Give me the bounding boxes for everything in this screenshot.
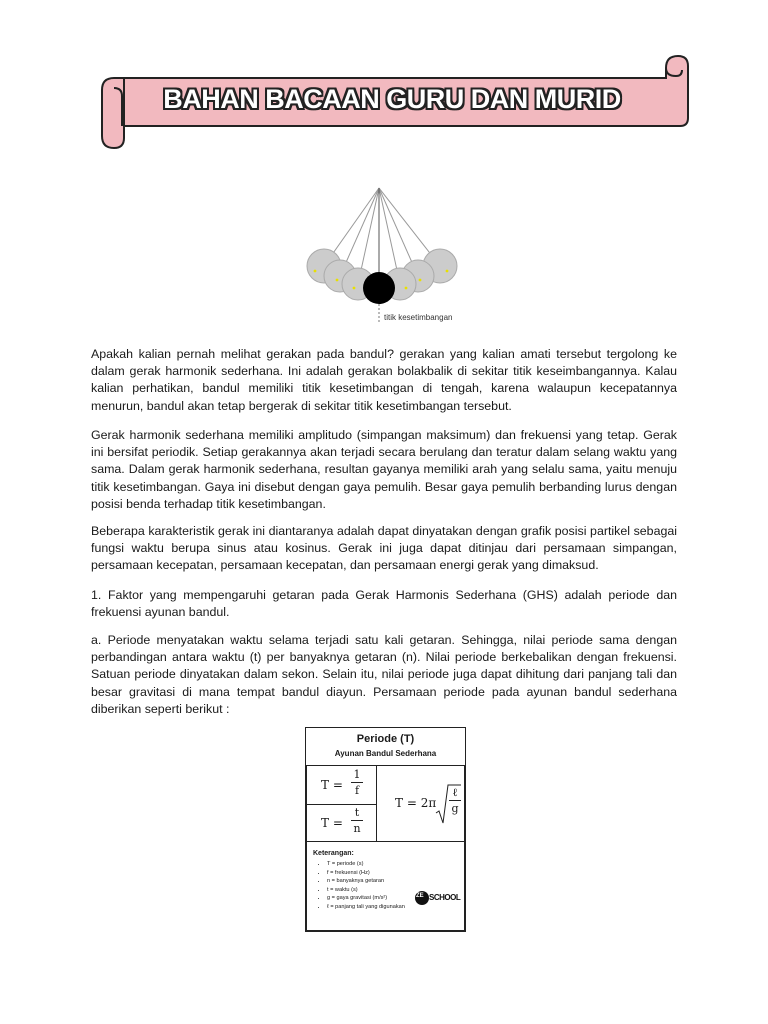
- formula-2-denominator: n: [353, 822, 361, 835]
- keterangan-item: • f = frekuensi (Hz): [327, 869, 405, 878]
- formula-card-subtitle: Ayunan Bandul Sederhana: [334, 749, 437, 758]
- keterangan-item: • n = banyaknya getaran: [327, 877, 405, 886]
- equilibrium-caption: titik kesetimbangan: [384, 313, 453, 322]
- formula-card-title: Periode (T): [356, 733, 415, 745]
- paragraph-4: 1. Faktor yang mempengaruhi getaran pada Gerak Harmonis Sederhana (GHS) adalah periode dan frekuensi ayunan bandul.: [91, 588, 677, 620]
- formula-3-denominator: g: [451, 802, 459, 815]
- keterangan-panel: [306, 841, 465, 931]
- formula-period-frequency: T = 1 f: [306, 765, 377, 805]
- paragraph-5: a. Periode menyatakan waktu selama terjadi satu kali getaran. Sehingga, nilai periode sama dengan perbandingan antara waktu (t) per banyaknya getaran (n). Nilai periode berkebalikan dengan frekuensi. Satuan periode dinyatakan dalam sekon. Selain itu, nilai periode juga dapat dihitung dari panjang tali dan besar gravitasi di mana tempat bandul diayun. Persamaan periode pada ayunan bandul sederhana diberikan seperti berikut :: [91, 633, 677, 716]
- keterangan-item: • g = gaya gravitasi (m/s²): [327, 894, 405, 903]
- formula-1-numerator: 1: [353, 768, 361, 781]
- period-formula-card: [305, 727, 466, 932]
- keterangan-item: • t = waktu (s): [327, 886, 405, 895]
- paragraph-1: Apakah kalian pernah melihat gerakan pada bandul? gerakan yang kalian amati tersebut tergolong ke dalam gerak harmonik sederhana. Ini adalah gerakan bolakbalik di sekitar titik keseimbangannya. Kalau kalian perhatikan, bandul memiliki titik kesetimbangan di tengah, karena walaupun kecepatannya menurun, bandul akan tetap bergerak di sekitar titik kesetimbangan tersebut.: [91, 347, 677, 413]
- keterangan-title: Keterangan:: [313, 850, 354, 857]
- formula-period-length: T = 2π ℓ g: [376, 765, 465, 842]
- keterangan-item: • T = periode (s): [327, 860, 405, 869]
- formula-1-denominator: f: [354, 784, 360, 797]
- formula-period-time: T = t n: [306, 804, 377, 842]
- paragraph-2: Gerak harmonik sederhana memiliki amplitudo (simpangan maksimum) dan frekuensi yang tetap. Gerak ini bersifat periodik. Setiap gerakannya akan terjadi secara berulang dan teratur dalam selang waktu yang sama. Dalam gerak harmonik sederhana, resultan gayanya memiliki arah yang selalu sama, yaitu menuju titik kesetimbangan. Gaya ini disebut dengan gaya pemulih. Besar gaya pemulih berbanding lurus dengan posisi benda terhadap titik kesetimbangan.: [91, 428, 677, 511]
- pendulum-illustration: [290, 180, 480, 330]
- formula-3-numerator: ℓ: [452, 786, 458, 799]
- formula-2-numerator: t: [354, 806, 360, 819]
- banner-title: BAHAN BACAAN GURU DAN MURID: [163, 84, 621, 114]
- keterangan-list: [313, 860, 405, 912]
- keterangan-item: • ℓ = panjang tali yang digunakan: [327, 903, 405, 912]
- paragraph-3: Beberapa karakteristik gerak ini diantaranya adalah dapat dinyatakan dengan grafik posisi partikel sebagai fungsi waktu berupa sinus atau kosinus. Gerak ini juga dapat ditinjau dari persamaan simpangan, persamaan kecepatan, persamaan kecepatan, dan persamaan energi gerak yang dimaksud.: [91, 524, 677, 573]
- zenius-school-logo: ZE SCHOOL: [415, 890, 455, 906]
